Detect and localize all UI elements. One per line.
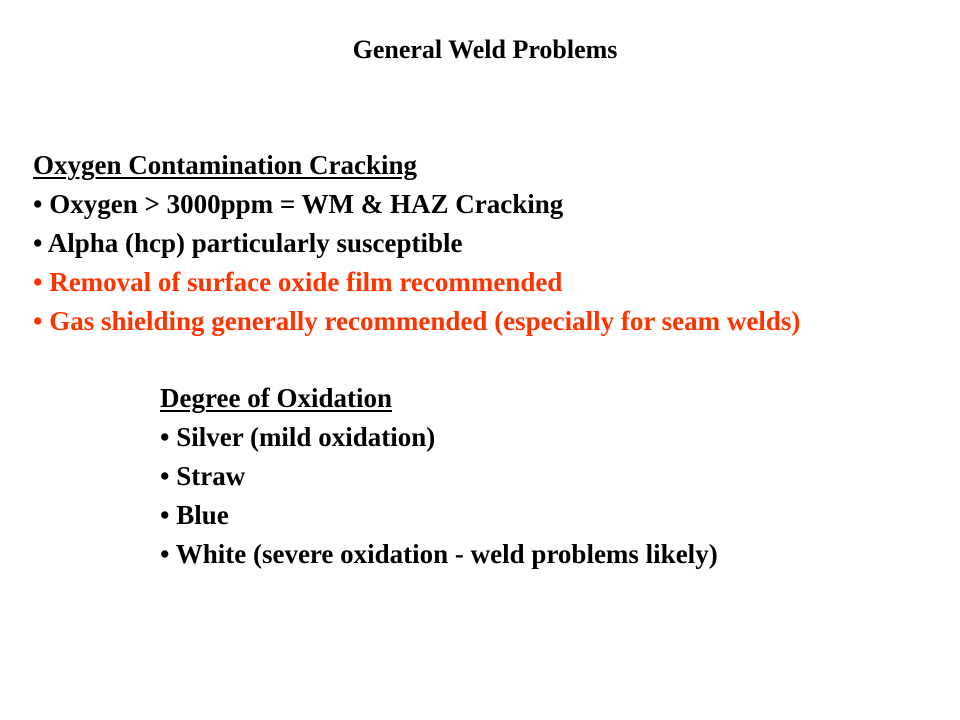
- oxygen-bullet-3: • Removal of surface oxide film recommended: [33, 267, 563, 297]
- oxidation-bullet-1: • Silver (mild oxidation): [160, 422, 436, 452]
- oxygen-contamination-heading: Oxygen Contamination Cracking: [33, 150, 418, 180]
- oxidation-bullet-3: • Blue: [160, 500, 229, 530]
- oxygen-contamination-section: [33, 146, 800, 341]
- oxygen-bullet-1: • Oxygen > 3000ppm = WM & HAZ Cracking: [33, 189, 564, 219]
- oxygen-bullet-2: • Alpha (hcp) particularly susceptible: [33, 228, 463, 258]
- oxidation-bullet-4: • White (severe oxidation - weld problems likely): [160, 539, 718, 569]
- slide-title: General Weld Problems: [352, 35, 618, 64]
- degree-of-oxidation-section: [160, 379, 718, 574]
- oxidation-bullet-2: • Straw: [160, 461, 246, 491]
- degree-of-oxidation-heading: Degree of Oxidation: [160, 383, 392, 413]
- oxygen-bullet-4: • Gas shielding generally recommended (especially for seam welds): [33, 306, 801, 336]
